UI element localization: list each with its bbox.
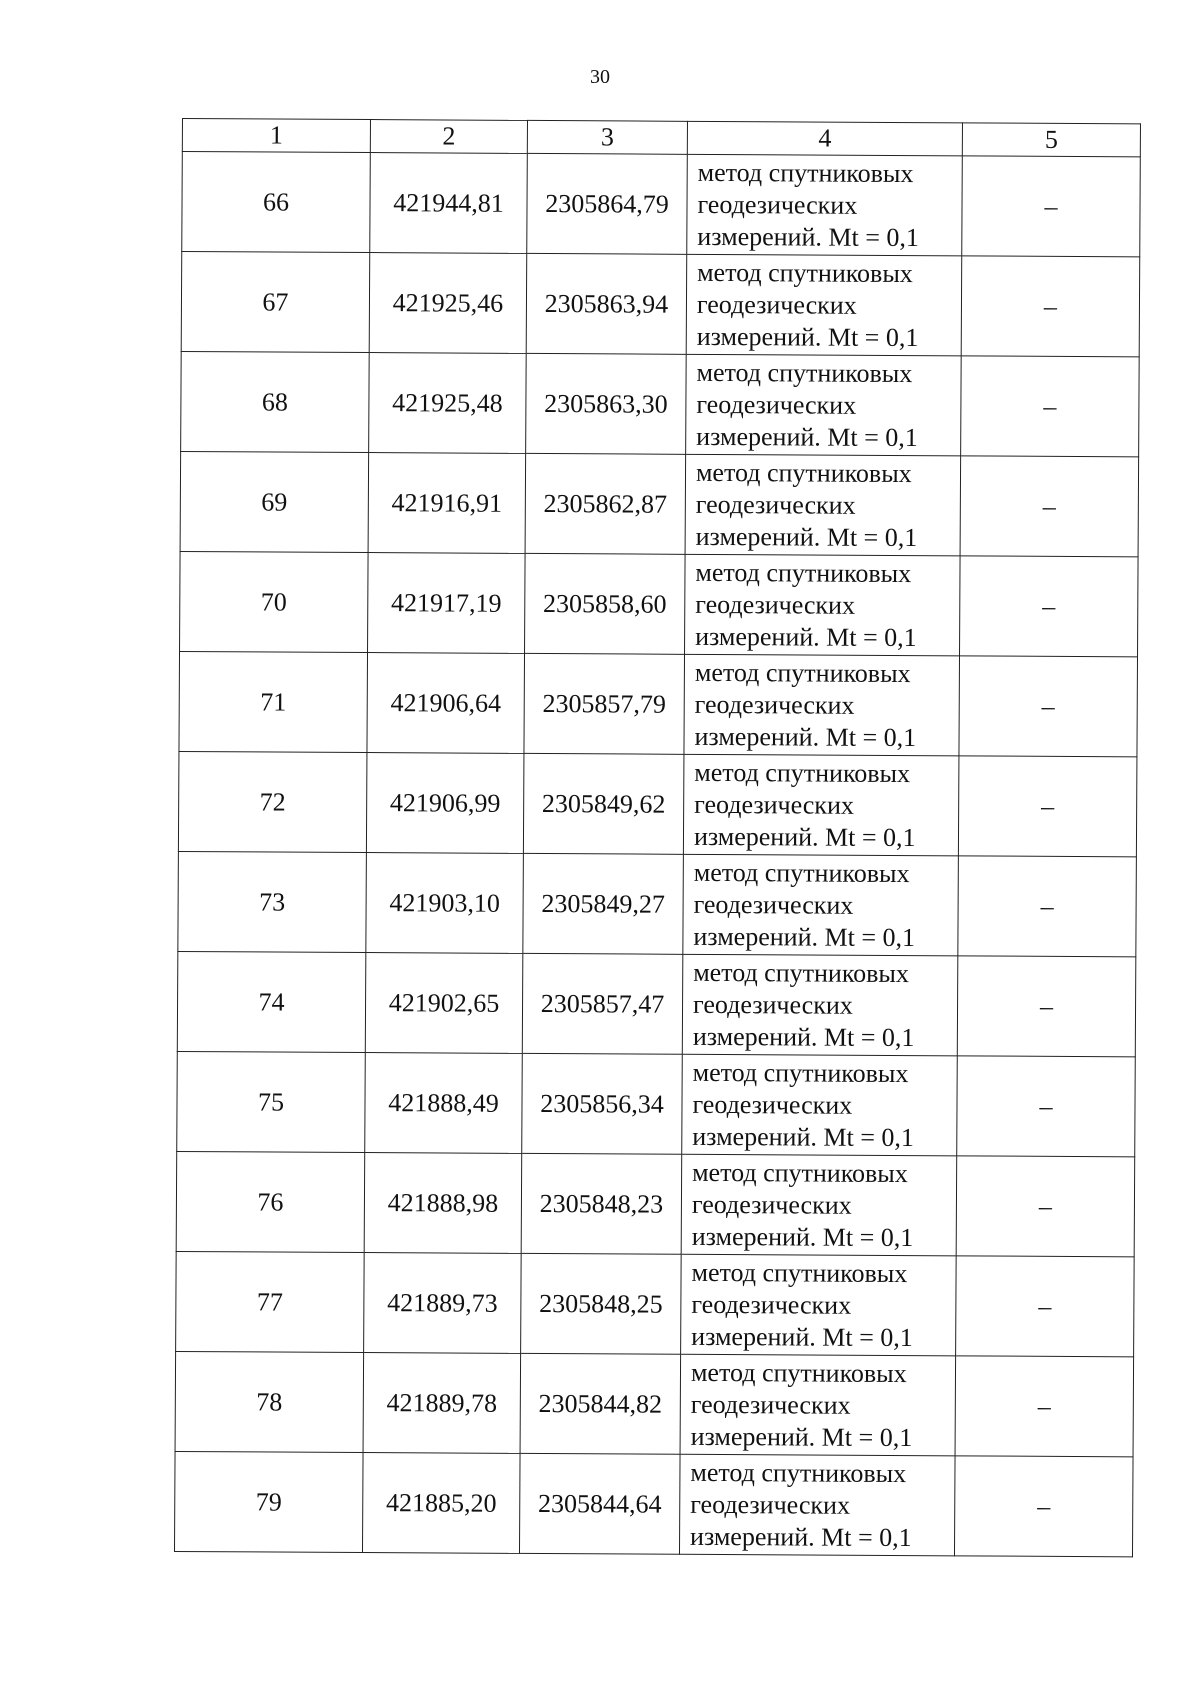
y-coordinate-cell: 2305848,25 [521,1253,682,1354]
method-text-line: метод спутниковых [697,257,913,288]
method-text-line: геодезических [695,489,856,520]
table-body [174,152,1140,1557]
method-text-line: метод спутниковых [696,357,913,388]
table-row [176,1151,1135,1256]
method-cell [683,754,959,856]
method-cell [681,1154,957,1256]
x-coordinate-cell: 421902,65 [365,953,523,1054]
method-cell [680,1354,956,1456]
note-cell: – [960,456,1139,557]
method-text-line: метод спутниковых [691,1257,908,1288]
x-coordinate-cell: 421906,64 [367,653,525,754]
method-text-line: геодезических [691,1289,852,1320]
method-text-line: измерений. Mt = 0,1 [697,221,920,252]
table-row [182,152,1141,257]
column-header: 3 [527,120,687,154]
method-cell [681,1254,957,1356]
y-coordinate-cell: 2305857,79 [524,653,685,754]
x-coordinate-cell: 421885,20 [362,1453,520,1554]
coordinates-table [174,118,1141,1557]
method-cell [685,554,961,656]
point-number-cell: 68 [181,351,370,452]
y-coordinate-cell: 2305863,94 [526,253,687,354]
table-row [179,651,1138,756]
method-text-line: геодезических [692,989,853,1020]
point-number-cell: 79 [174,1451,363,1552]
method-cell [686,354,962,456]
method-text-line: геодезических [694,789,854,820]
x-coordinate-cell: 421889,73 [364,1253,522,1354]
note-cell: – [958,856,1137,957]
method-text-line: геодезических [694,689,855,720]
y-coordinate-cell: 2305858,60 [525,553,686,654]
point-number-cell: 67 [181,252,370,353]
point-number-cell: 78 [175,1351,364,1452]
method-text-line: метод спутниковых [693,957,910,988]
point-number-cell: 69 [180,451,369,552]
x-coordinate-cell: 421889,78 [363,1353,521,1454]
method-text-line: метод спутниковых [694,757,911,788]
method-cell [682,1054,958,1156]
method-text-line: метод спутниковых [697,157,914,188]
x-coordinate-cell: 421917,19 [368,553,526,654]
y-coordinate-cell: 2305844,64 [519,1453,680,1554]
method-text-line: метод спутниковых [690,1357,907,1388]
point-number-cell: 73 [178,851,367,952]
method-text-line: измерений. Mt = 0,1 [692,1021,915,1052]
note-cell: – [956,1256,1135,1357]
method-text-line: измерений. Mt = 0,1 [695,621,917,652]
table-row [177,951,1136,1056]
method-text-line: измерений. Mt = 0,1 [691,1321,913,1352]
method-text-line: геодезических [693,889,854,920]
table-row [175,1351,1134,1456]
method-text-line: метод спутниковых [695,457,912,488]
method-text-line: измерений. Mt = 0,1 [696,421,918,452]
x-coordinate-cell: 421944,81 [370,153,528,254]
y-coordinate-cell: 2305856,34 [522,1053,683,1154]
method-cell [685,454,961,556]
page-number: 30 [590,66,610,88]
y-coordinate-cell: 2305857,47 [522,953,683,1054]
table-row [180,551,1139,656]
method-text-line: геодезических [697,189,858,220]
method-text-line: измерений. Mt = 0,1 [693,921,916,952]
table-row [178,751,1137,856]
method-text-line: метод спутниковых [690,1457,907,1488]
y-coordinate-cell: 2305849,62 [523,753,684,854]
point-number-cell: 72 [178,751,367,852]
method-text-line: метод спутниковых [692,1157,908,1188]
method-cell [687,154,963,256]
note-cell: – [957,956,1136,1057]
note-cell: – [961,256,1140,357]
method-text-line: геодезических [691,1189,852,1220]
method-text-line: измерений. Mt = 0,1 [695,521,918,552]
table-row [181,351,1140,456]
x-coordinate-cell: 421903,10 [366,853,524,954]
method-cell [679,1454,955,1556]
method-text-line: измерений. Mt = 0,1 [694,721,917,752]
method-text-line: измерений. Mt = 0,1 [696,321,919,352]
method-text-line: геодезических [696,389,857,420]
x-coordinate-cell: 421888,98 [364,1153,522,1254]
method-text-line: метод спутниковых [695,557,912,588]
method-text-line: метод спутниковых [694,657,911,688]
method-cell [684,654,960,756]
table-row [180,451,1139,556]
note-cell: – [959,656,1138,757]
column-header: 4 [687,121,962,156]
method-text-line: геодезических [692,1089,853,1120]
table-row [181,252,1140,357]
column-header: 2 [370,120,527,154]
column-header: 5 [962,123,1140,157]
table-row [174,1451,1133,1556]
y-coordinate-cell: 2305862,87 [525,453,686,554]
method-text-line: метод спутниковых [692,1057,909,1088]
method-cell [686,254,962,356]
x-coordinate-cell: 421925,48 [369,353,527,454]
method-text-line: геодезических [696,289,857,320]
y-coordinate-cell: 2305848,23 [521,1153,682,1254]
method-text-line: измерений. Mt = 0,1 [692,1121,915,1152]
method-text-line: измерений. Mt = 0,1 [690,1421,913,1452]
method-text-line: измерений. Mt = 0,1 [691,1221,914,1252]
method-cell [682,954,958,1056]
method-text-line: геодезических [695,589,856,620]
y-coordinate-cell: 2305863,30 [526,353,687,454]
note-cell: – [956,1156,1135,1257]
point-number-cell: 70 [180,551,369,652]
note-cell: – [955,1356,1134,1457]
column-header: 1 [182,119,370,153]
x-coordinate-cell: 421916,91 [368,453,526,554]
x-coordinate-cell: 421925,46 [369,253,527,354]
method-cell [683,854,959,956]
point-number-cell: 71 [179,651,368,752]
table-row [178,851,1137,956]
method-text-line: измерений. Mt = 0,1 [690,1521,912,1552]
point-number-cell: 77 [176,1251,365,1352]
point-number-cell: 74 [177,951,366,1052]
method-text-line: геодезических [690,1489,851,1520]
method-text-line: метод спутниковых [693,857,910,888]
table-header-row [182,119,1140,157]
x-coordinate-cell: 421888,49 [365,1053,523,1154]
point-number-cell: 76 [176,1151,365,1252]
table-row [176,1251,1135,1356]
note-cell: – [957,1056,1136,1157]
note-cell: – [954,1456,1133,1557]
point-number-cell: 66 [182,152,371,253]
note-cell: – [958,756,1137,857]
x-coordinate-cell: 421906,99 [366,753,524,854]
point-number-cell: 75 [177,1051,366,1152]
y-coordinate-cell: 2305844,82 [520,1353,681,1454]
note-cell: – [962,156,1141,257]
method-text-line: измерений. Mt = 0,1 [693,821,916,852]
y-coordinate-cell: 2305849,27 [523,853,684,954]
method-text-line: геодезических [690,1389,851,1420]
table-row [177,1051,1136,1156]
y-coordinate-cell: 2305864,79 [527,153,688,254]
note-cell: – [960,556,1139,657]
note-cell: – [961,356,1140,457]
